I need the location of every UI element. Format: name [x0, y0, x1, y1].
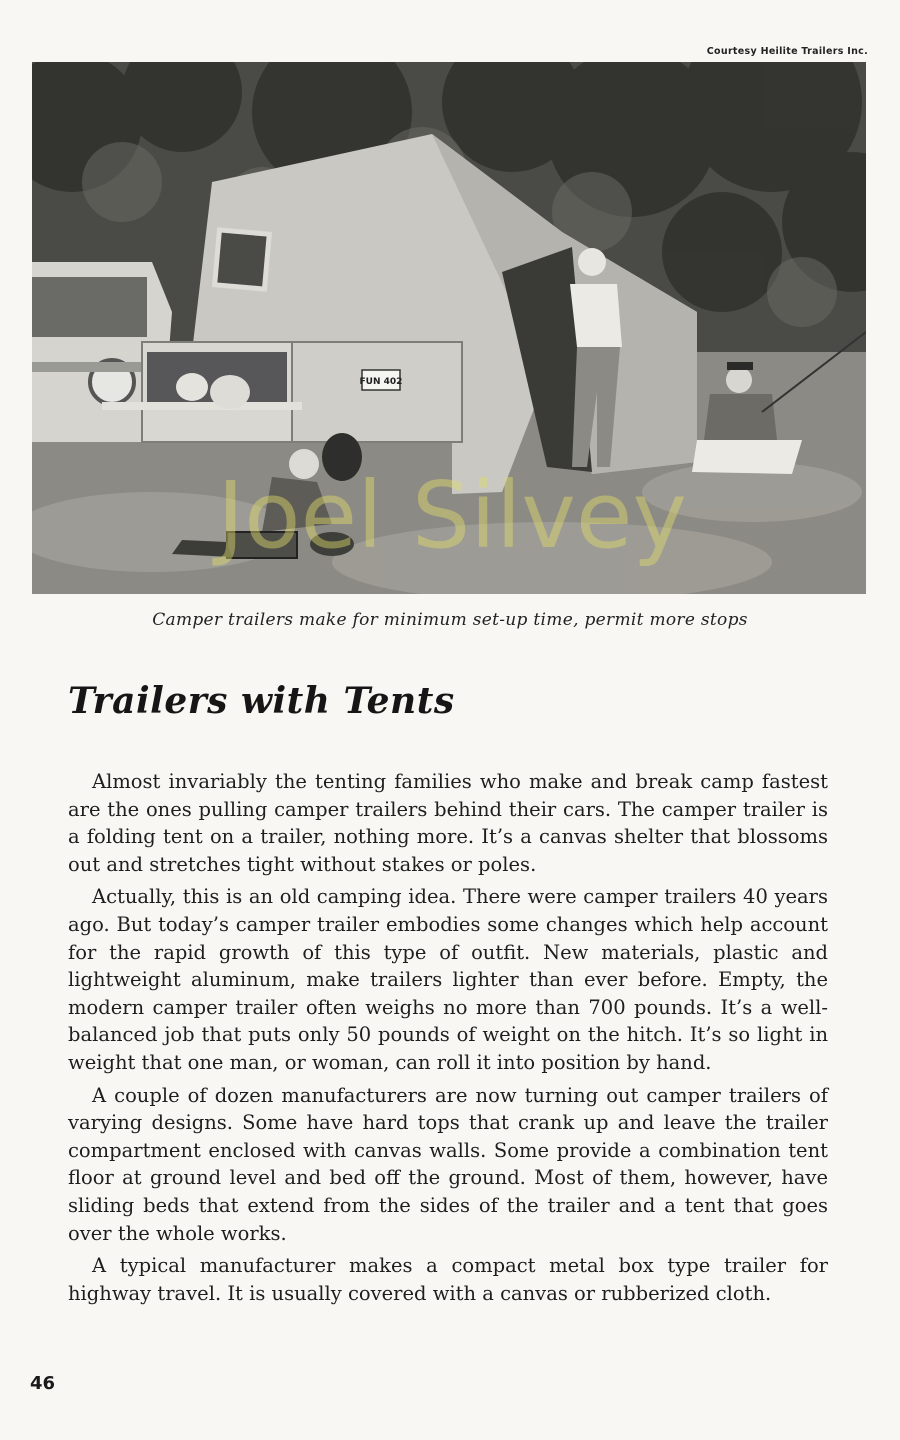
photo-caption: Camper trailers make for minimum set-up time, permit more stops: [152, 610, 748, 630]
paragraph: Almost invariably the tenting families who make and break camp fastest are the ones pulling camper trailers behind their cars. The camper trailer is a folding tent on a trailer, nothing more. It’s a canvas shelter that blossoms out and stretches tight without stakes or poles.: [68, 770, 828, 876]
article-body: [68, 768, 828, 1312]
page-number: 46: [30, 1373, 56, 1394]
camper-trailer-photo: [32, 62, 866, 594]
section-heading: Trailers with Tents: [68, 680, 455, 722]
license-plate-text: FUN 402: [359, 377, 403, 387]
paragraph: A typical manufacturer makes a compact metal box type trailer for highway travel. It is usually covered with a canvas or rubberized cloth.: [68, 1254, 828, 1305]
paragraph: A couple of dozen manufacturers are now turning out camper trailers of varying designs. Some have hard tops that crank up and leave the trailer compartment enclosed with canvas walls. Some provide a combination tent floor at ground level and bed off the ground. Most of them, however, have sliding beds that extend from the sides of the trailer and a tent that goes over the whole works.: [68, 1083, 828, 1245]
photo-credit: Courtesy Heilite Trailers Inc.: [706, 46, 868, 57]
paragraph: Actually, this is an old camping idea. There were camper trailers 40 years ago. But today’s camper trailer embodies some changes which help account for the rapid growth of this type of outfit. New materials, plastic and lightweight aluminum, make trailers lighter than ever before. Empty, the modern camper trailer often weighs no more than 700 pounds. It’s a well-balanced job that puts only 50 pounds of weight on the hitch. It’s so light in weight that one man, or woman, can roll it into position by hand.: [68, 885, 828, 1074]
watermark-text: Joel Silvey: [217, 462, 687, 569]
